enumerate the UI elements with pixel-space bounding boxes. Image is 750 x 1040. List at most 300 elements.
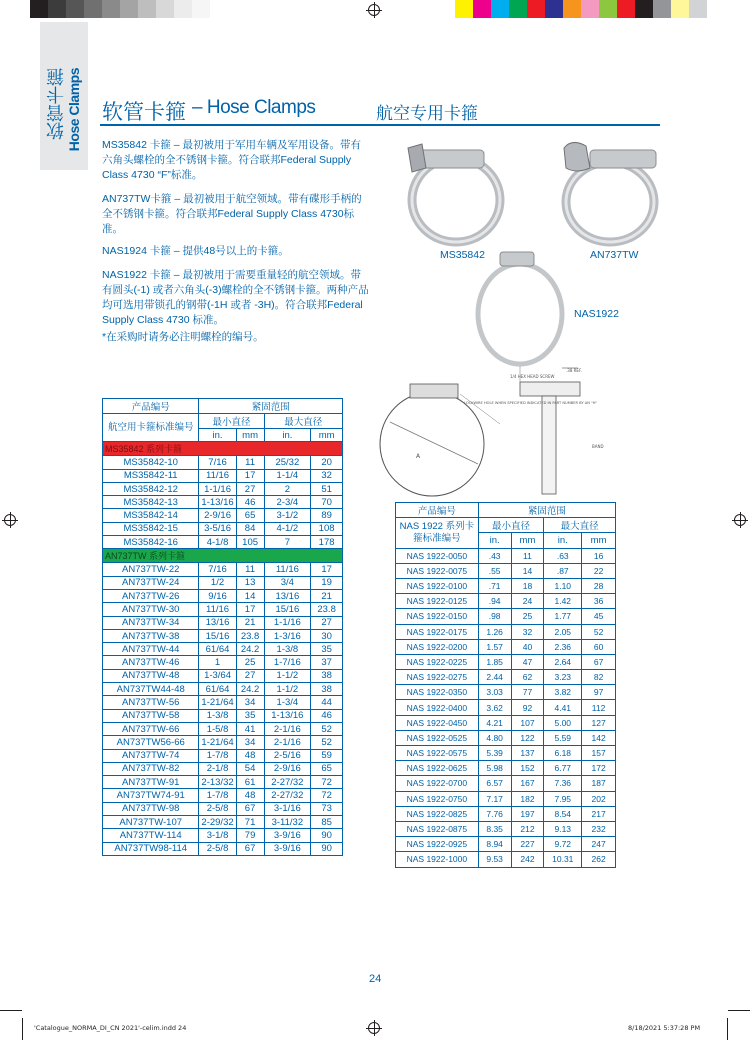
t1-unit-in: in. (264, 429, 311, 442)
table-cell: 30 (311, 629, 343, 642)
table-cell: 51 (311, 482, 343, 495)
table-cell: 25/32 (264, 456, 311, 469)
table-cell: 22 (582, 563, 616, 578)
table-cell: 14 (511, 563, 544, 578)
table-cell: MS35842-10 (103, 456, 199, 469)
table-cell: 4-1/8 (199, 536, 236, 549)
table-cell: 52 (582, 624, 616, 639)
table-cell: 6.57 (478, 776, 511, 791)
footer-file-info: 'Catalogue_NORMA_DI_CN 2021'-celim.indd 24 (34, 1024, 187, 1032)
table-cell: MS35842-15 (103, 522, 199, 535)
table-cell: .98 (478, 609, 511, 624)
table-cell: 24.2 (236, 683, 264, 696)
technical-drawing (370, 364, 620, 500)
table-cell: 3-1/2 (264, 509, 311, 522)
t2-header-product: 产品编号 (396, 503, 479, 518)
table-cell: 3/4 (264, 576, 311, 589)
page-title-en: – Hose Clamps (192, 97, 316, 118)
table-cell: 2.05 (544, 624, 582, 639)
table-cell: 52 (311, 736, 343, 749)
table-cell: 70 (311, 496, 343, 509)
table-cell: 24 (511, 594, 544, 609)
table-row (103, 842, 343, 855)
table-cell: 2-27/32 (264, 776, 311, 789)
t1-section-ms: MS35842 系列卡箍 (103, 442, 343, 456)
table-cell: 182 (511, 791, 544, 806)
table-row (396, 791, 616, 806)
table-cell: 2-5/8 (199, 842, 236, 855)
t2-unit-in: in. (478, 533, 511, 548)
table-cell: 2-5/8 (199, 802, 236, 815)
drawing-hole-label: LOCKWIRE HOLE WHEN SPECIFIED INDICATED IN PART NUMBER BY AN "H" (464, 401, 598, 405)
table-cell: 23.8 (236, 629, 264, 642)
table-cell: 8.94 (478, 837, 511, 852)
table-cell: NAS 1922-0125 (396, 594, 479, 609)
ms-an-table (102, 398, 343, 856)
table-cell: 32 (511, 624, 544, 639)
nas1922-image-label: NAS1922 (574, 308, 619, 320)
table-cell: 1/2 (199, 576, 236, 589)
table-cell: 25 (511, 609, 544, 624)
table-cell: MS35842-12 (103, 482, 199, 495)
table-cell: 2-1/16 (264, 736, 311, 749)
table-cell: NAS 1922-0400 (396, 700, 479, 715)
table-cell: .87 (544, 563, 582, 578)
footer-timestamp: 8/18/2021 5:37:28 PM (628, 1024, 701, 1032)
table-cell: 3.62 (478, 700, 511, 715)
table-cell: 1-3/4 (264, 696, 311, 709)
table-row (396, 715, 616, 730)
t2-header-range: 紧固范围 (478, 503, 615, 518)
table-cell: 45 (582, 609, 616, 624)
table-cell: 137 (511, 746, 544, 761)
table-cell: 23.8 (311, 603, 343, 616)
table-cell: 9.13 (544, 821, 582, 836)
table-cell: NAS 1922-0925 (396, 837, 479, 852)
registration-mark-icon (368, 4, 380, 16)
table-cell: 2.44 (478, 670, 511, 685)
table-row (103, 482, 343, 495)
table-cell: 108 (311, 522, 343, 535)
table-row (396, 806, 616, 821)
table-cell: 48 (236, 749, 264, 762)
table-row (396, 654, 616, 669)
table-cell: 65 (236, 509, 264, 522)
table-row (103, 469, 343, 482)
table-cell: 122 (511, 730, 544, 745)
drawing-band-label: BAND (592, 444, 604, 449)
table-cell: 38 (311, 669, 343, 682)
table-cell: 3-9/16 (264, 842, 311, 855)
table-row (396, 700, 616, 715)
table-cell: AN737TW-74 (103, 749, 199, 762)
table-cell: AN737TW-46 (103, 656, 199, 669)
table-cell: 6.18 (544, 746, 582, 761)
table-cell: 11 (511, 548, 544, 563)
an737tw-image-label: AN737TW (590, 249, 639, 261)
table-cell: 112 (582, 700, 616, 715)
table-row (103, 696, 343, 709)
table-row (396, 639, 616, 654)
table-cell: 142 (582, 730, 616, 745)
table-cell: 3-1/16 (264, 802, 311, 815)
table-cell: 11/16 (199, 603, 236, 616)
drawing-screw-label: 1/4 HEX HEAD SCREW (510, 374, 555, 379)
table-cell: 1.85 (478, 654, 511, 669)
table-cell: 35 (311, 643, 343, 656)
table-cell: 1-13/16 (264, 709, 311, 722)
crop-mark (0, 1010, 22, 1011)
table-cell: 90 (311, 829, 343, 842)
table-cell: 1.42 (544, 594, 582, 609)
table-row (396, 776, 616, 791)
table-cell: 7.95 (544, 791, 582, 806)
table-cell: 242 (511, 852, 544, 867)
t1-header-product: 产品编号 (103, 399, 199, 414)
page-number: 24 (369, 973, 382, 985)
table-cell: 67 (236, 802, 264, 815)
table-cell: AN737TW-34 (103, 616, 199, 629)
table-row (396, 821, 616, 836)
table-row (103, 709, 343, 722)
table-cell: 8.54 (544, 806, 582, 821)
table-cell: 67 (236, 842, 264, 855)
table-cell: 32 (311, 469, 343, 482)
table-cell: 28 (582, 578, 616, 593)
table-cell: 3-11/32 (264, 816, 311, 829)
table-cell: NAS 1922-1000 (396, 852, 479, 867)
table-cell: .43 (478, 548, 511, 563)
table-cell: 62 (511, 670, 544, 685)
table-cell: AN737TW98-114 (103, 842, 199, 855)
table-cell: 3-1/8 (199, 829, 236, 842)
table-cell: 2-29/32 (199, 816, 236, 829)
table-cell: AN737TW-98 (103, 802, 199, 815)
table-cell: 27 (236, 669, 264, 682)
table-cell: 1-1/2 (264, 683, 311, 696)
table-cell: 127 (582, 715, 616, 730)
table-cell: 1-7/16 (264, 656, 311, 669)
table-cell: 13/16 (199, 616, 236, 629)
t1-unit-mm: mm (311, 429, 343, 442)
title-underline (100, 124, 660, 126)
registration-mark-icon (734, 514, 746, 526)
table-cell: NAS 1922-0175 (396, 624, 479, 639)
table-cell: 7.76 (478, 806, 511, 821)
table-cell: 1-3/8 (199, 709, 236, 722)
table-cell: AN737TW-30 (103, 603, 199, 616)
table-row (103, 762, 343, 775)
table-cell: 1-3/64 (199, 669, 236, 682)
an737tw-clamp-image (552, 138, 670, 248)
table-cell: 77 (511, 685, 544, 700)
table-cell: 9.72 (544, 837, 582, 852)
table-cell: 61/64 (199, 683, 236, 696)
paragraph-an737tw: AN737TW卡箍 – 最初被用于航空领域。带有碟形手柄的全不锈钢卡箍。符合联邦Federal Supply Class 4730标准。 (102, 193, 362, 235)
table-cell: 92 (511, 700, 544, 715)
table-cell: 105 (236, 536, 264, 549)
table-row (103, 616, 343, 629)
table-cell: 17 (236, 603, 264, 616)
table-cell: 11/16 (199, 469, 236, 482)
table-cell: 11 (236, 563, 264, 576)
table-cell: 54 (236, 762, 264, 775)
table-row (103, 589, 343, 602)
table-cell: 41 (236, 722, 264, 735)
table-cell: NAS 1922-0750 (396, 791, 479, 806)
table-cell: NAS 1922-0525 (396, 730, 479, 745)
table-cell: 52 (311, 722, 343, 735)
table-cell: 212 (511, 821, 544, 836)
table-cell: 1.26 (478, 624, 511, 639)
table-cell: AN737TW-107 (103, 816, 199, 829)
nas1922-clamp-image (470, 246, 570, 370)
table-row (103, 603, 343, 616)
table-cell: MS35842-14 (103, 509, 199, 522)
table-cell: 5.59 (544, 730, 582, 745)
table-cell: 34 (236, 736, 264, 749)
table-cell: 16 (582, 548, 616, 563)
paragraph-ms35842: MS35842 卡箍 – 最初被用于军用车辆及军用设备。带有六角头螺栓的全不锈钢卡箍。符合联邦Federal Supply Class 4730 “F”标准。 (102, 139, 362, 181)
table-cell: 1-21/64 (199, 736, 236, 749)
table-cell: 15/16 (264, 603, 311, 616)
table-cell: 35 (236, 709, 264, 722)
table-cell: 2-27/32 (264, 789, 311, 802)
table-cell: 14 (236, 589, 264, 602)
table-cell: 37 (311, 656, 343, 669)
table-cell: 7 (264, 536, 311, 549)
table-cell: NAS 1922-0100 (396, 578, 479, 593)
table-cell: 59 (311, 749, 343, 762)
table-row (103, 749, 343, 762)
table-cell: 187 (582, 776, 616, 791)
table-cell: AN737TW-114 (103, 829, 199, 842)
table-cell: 3-5/16 (199, 522, 236, 535)
table-cell: 61/64 (199, 643, 236, 656)
table-row (103, 683, 343, 696)
table-cell: 48 (236, 789, 264, 802)
t2-unit-in: in. (544, 533, 582, 548)
table-row (103, 656, 343, 669)
table-cell: NAS 1922-0575 (396, 746, 479, 761)
table-cell: 172 (582, 761, 616, 776)
table-cell: AN737TW-82 (103, 762, 199, 775)
table-cell: AN737TW-56 (103, 696, 199, 709)
table-cell: 6.77 (544, 761, 582, 776)
table-cell: .94 (478, 594, 511, 609)
table-cell: 1.10 (544, 578, 582, 593)
table-cell: 1-7/8 (199, 749, 236, 762)
table-cell: AN737TW-91 (103, 776, 199, 789)
crop-mark (22, 1018, 23, 1040)
table-row (103, 576, 343, 589)
table-cell: 1-1/4 (264, 469, 311, 482)
table-cell: 2-9/16 (264, 762, 311, 775)
table-row (396, 594, 616, 609)
table-cell: 1-1/2 (264, 669, 311, 682)
table-cell: 15/16 (199, 629, 236, 642)
t2-header-max: 最大直径 (544, 518, 616, 533)
table-cell: 1-21/64 (199, 696, 236, 709)
grey-scale-bar (30, 0, 210, 18)
table-cell: 1-3/16 (264, 629, 311, 642)
table-cell: MS35842-13 (103, 496, 199, 509)
table-cell: 79 (236, 829, 264, 842)
side-tab-en: Hose Clamps (66, 68, 82, 152)
table-cell: 232 (582, 821, 616, 836)
table-row (396, 563, 616, 578)
drawing-dim-label: .38 REF. (566, 368, 582, 373)
table-cell: 27 (311, 616, 343, 629)
table-cell: 202 (582, 791, 616, 806)
side-tab-cn: 软管卡箍 (46, 68, 67, 140)
table-cell: 1-7/8 (199, 789, 236, 802)
table-cell: 1.77 (544, 609, 582, 624)
t1-header-min: 最小直径 (199, 414, 264, 429)
table-cell: 11 (236, 456, 264, 469)
table-cell: NAS 1922-0875 (396, 821, 479, 836)
t2-header-std: NAS 1922 系列卡箍标准编号 (396, 518, 479, 548)
table-cell: 84 (236, 522, 264, 535)
table-cell: 17 (236, 469, 264, 482)
table-row (103, 736, 343, 749)
t1-header-std: 航空用卡箍标准编号 (103, 414, 199, 442)
crop-mark (728, 1010, 750, 1011)
table-cell: AN737TW-48 (103, 669, 199, 682)
table-cell: NAS 1922-0050 (396, 548, 479, 563)
table-cell: 167 (511, 776, 544, 791)
table-cell: 46 (236, 496, 264, 509)
table-cell: 24.2 (236, 643, 264, 656)
table-cell: 17 (311, 563, 343, 576)
table-cell: 8.35 (478, 821, 511, 836)
table-cell: 44 (311, 696, 343, 709)
table-cell: AN737TW44-48 (103, 683, 199, 696)
table-cell: 90 (311, 842, 343, 855)
table-cell: .55 (478, 563, 511, 578)
table-cell: 1-3/8 (264, 643, 311, 656)
t2-header-min: 最小直径 (478, 518, 544, 533)
t2-unit-mm: mm (582, 533, 616, 548)
table-row (396, 685, 616, 700)
table-cell: 21 (311, 589, 343, 602)
table-cell: 89 (311, 509, 343, 522)
table-row (396, 670, 616, 685)
table-cell: 11/16 (264, 563, 311, 576)
table-cell: 71 (236, 816, 264, 829)
table-row (103, 816, 343, 829)
crop-mark (727, 1018, 728, 1040)
table-cell: 13/16 (264, 589, 311, 602)
table-cell: NAS 1922-0075 (396, 563, 479, 578)
table-cell: 13 (236, 576, 264, 589)
table-cell: 7.36 (544, 776, 582, 791)
table-cell: NAS 1922-0350 (396, 685, 479, 700)
page-title-cn: 软管卡箍 (102, 100, 186, 124)
table-cell: 5.39 (478, 746, 511, 761)
table-cell: MS35842-16 (103, 536, 199, 549)
page-subtitle: 航空专用卡箍 (376, 104, 478, 124)
table-row (396, 730, 616, 745)
registration-mark-icon (4, 514, 16, 526)
table-cell: 157 (582, 746, 616, 761)
table-cell: AN737TW-38 (103, 629, 199, 642)
table-cell: 72 (311, 789, 343, 802)
table-cell: 7/16 (199, 456, 236, 469)
table-row (396, 761, 616, 776)
table-cell: 9/16 (199, 589, 236, 602)
table-row (103, 496, 343, 509)
table-cell: AN737TW56-66 (103, 736, 199, 749)
t1-header-range: 紧固范围 (199, 399, 343, 414)
table-cell: 4.80 (478, 730, 511, 745)
table-row (103, 643, 343, 656)
table-cell: AN737TW-22 (103, 563, 199, 576)
table-cell: 82 (582, 670, 616, 685)
table-cell: 4-1/2 (264, 522, 311, 535)
table-cell: AN737TW-44 (103, 643, 199, 656)
table-row (103, 829, 343, 842)
table-cell: 2-9/16 (199, 509, 236, 522)
table-cell: 2-13/32 (199, 776, 236, 789)
table-cell: 18 (511, 578, 544, 593)
table-cell: 3.03 (478, 685, 511, 700)
table-cell: NAS 1922-0625 (396, 761, 479, 776)
table-cell: 19 (311, 576, 343, 589)
table-cell: 10.31 (544, 852, 582, 867)
table-cell: 9.53 (478, 852, 511, 867)
table-cell: 227 (511, 837, 544, 852)
table-cell: 2-5/16 (264, 749, 311, 762)
table-row (103, 563, 343, 576)
table-row (396, 746, 616, 761)
table-cell: 5.00 (544, 715, 582, 730)
table-cell: 97 (582, 685, 616, 700)
table-cell: 1 (199, 656, 236, 669)
table-cell: 2-1/16 (264, 722, 311, 735)
table-cell: 7/16 (199, 563, 236, 576)
t1-unit-mm: mm (236, 429, 264, 442)
table-cell: 1-1/16 (264, 616, 311, 629)
table-cell: MS35842-11 (103, 469, 199, 482)
table-cell: AN737TW-66 (103, 722, 199, 735)
table-row (396, 578, 616, 593)
t2-unit-mm: mm (511, 533, 544, 548)
paragraph-nas1924: NAS1924 卡箍 – 提供48号以上的卡箍。 (102, 245, 289, 257)
table-cell: AN737TW-24 (103, 576, 199, 589)
table-cell: 152 (511, 761, 544, 776)
paragraph-note: *在采购时请务必注明螺栓的编号。 (102, 331, 264, 343)
table-cell: 247 (582, 837, 616, 852)
table-cell: 21 (236, 616, 264, 629)
nas1922-table (395, 502, 616, 868)
table-cell: 47 (511, 654, 544, 669)
table-cell: NAS 1922-0225 (396, 654, 479, 669)
table-cell: 72 (311, 776, 343, 789)
drawing-a-label: A (416, 453, 421, 460)
table-cell: NAS 1922-0700 (396, 776, 479, 791)
color-bar (455, 0, 707, 18)
paragraph-nas1922: NAS1922 卡箍 – 最初被用于需要重量轻的航空领域。带有圆头(-1) 或者六角头(-3)螺栓的全不锈钢卡箍。两种产品均可选用带锁孔的钢带(-1H 或者 -3H)。符合联邦Federal Supply Class 4730 标准。 (102, 269, 369, 326)
table-cell: 178 (311, 536, 343, 549)
table-cell: 3.23 (544, 670, 582, 685)
table-cell: 25 (236, 656, 264, 669)
table-cell: NAS 1922-0275 (396, 670, 479, 685)
table-cell: 67 (582, 654, 616, 669)
table-cell: 34 (236, 696, 264, 709)
table-row (103, 456, 343, 469)
table-cell: 46 (311, 709, 343, 722)
